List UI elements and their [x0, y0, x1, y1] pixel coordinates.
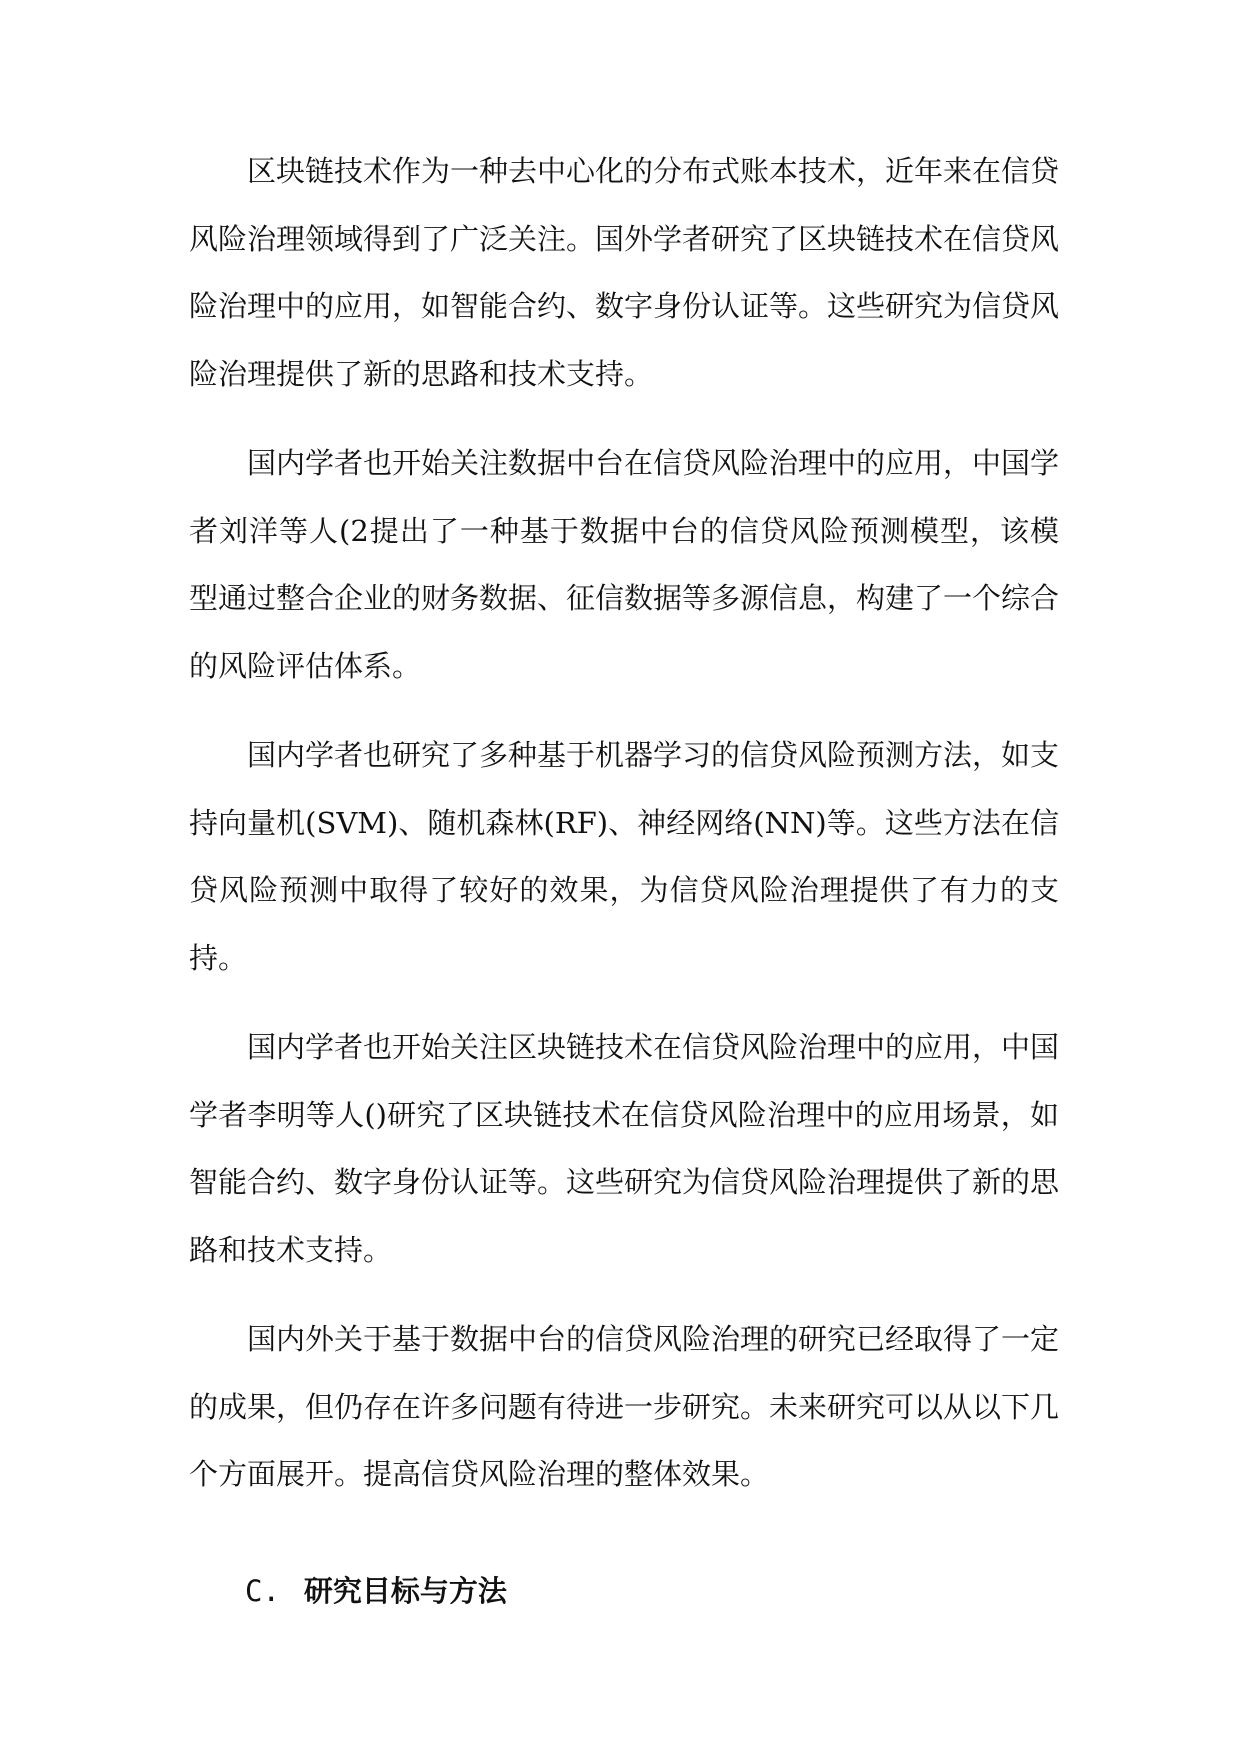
paragraph-summary: 国内外关于基于数据中台的信贷风险治理的研究已经取得了一定的成果，但仍存在许多问题有待进一步研究。未来研究可以从以下几个方面展开。提高信贷风险治理的整体效果。 [189, 1322, 1060, 1491]
paragraph-domestic-data-platform: 国内学者也开始关注数据中台在信贷风险治理中的应用，中国学者刘洋等人(2提出了一种基于数据中台的信贷风险预测模型，该模型通过整合企业的财务数据、征信数据等多源信息，构建了一个综合的风险评估体系。 [189, 446, 1060, 683]
paragraph-blockchain-foreign: 区块链技术作为一种去中心化的分布式账本技术，近年来在信贷风险治理领域得到了广泛关注。国外学者研究了区块链技术在信贷风险治理中的应用，如智能合约、数字身份认证等。这些研究为信贷风险治理提供了新的思路和技术支持。 [189, 154, 1060, 391]
section-label: C. [245, 1573, 280, 1608]
section-heading [189, 1571, 1059, 1611]
paragraph-machine-learning: 国内学者也研究了多种基于机器学习的信贷风险预测方法，如支持向量机(SVM)、随机森林(RF)、神经网络(NN)等。这些方法在信贷风险预测中取得了较好的效果，为信贷风险治理提供了有力的支持。 [189, 738, 1060, 975]
document-body [189, 138, 1059, 1611]
section-title: 研究目标与方法 [303, 1573, 507, 1608]
paragraph-domestic-blockchain: 国内学者也开始关注区块链技术在信贷风险治理中的应用，中国学者李明等人()研究了区块链技术在信贷风险治理中的应用场景，如智能合约、数字身份认证等。这些研究为信贷风险治理提供了新的思路和技术支持。 [189, 1030, 1060, 1267]
